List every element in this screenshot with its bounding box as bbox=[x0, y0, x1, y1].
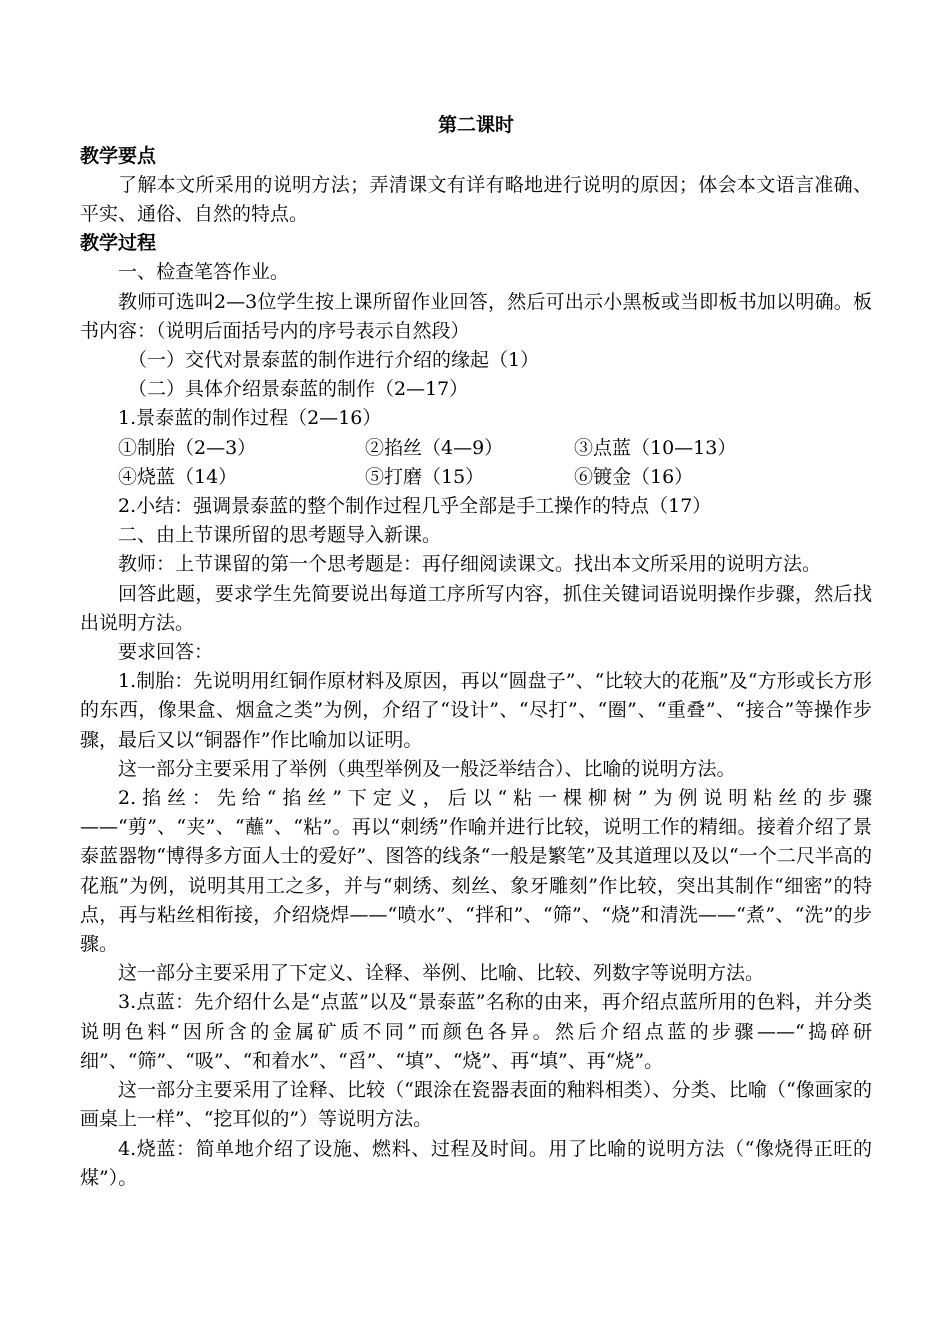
process-step: ②掐丝（4—9） bbox=[365, 436, 504, 459]
answer-4-paragraph: 4.烧蓝：简单地介绍了设施、燃料、过程及时间。用了比喻的说明方法（“像烧得正旺的煤”）。 bbox=[80, 1137, 872, 1189]
section-heading-points: 教学要点 bbox=[80, 145, 157, 167]
outline-sub2: 2.小结：强调景泰蓝的整个制作过程几乎全部是手工操作的特点（17） bbox=[118, 495, 712, 518]
outline-part2: （二）具体介绍景泰蓝的制作（2—17） bbox=[128, 378, 469, 401]
section-heading-process: 教学过程 bbox=[80, 232, 157, 255]
page-title: 第二课时 bbox=[437, 114, 514, 136]
answer-3-paragraph: 3.点蓝：先介绍什么是“点蓝”以及“景泰蓝”名称的由来，再介绍点蓝所用的色料，并分类说明色料“因所含的金属矿质不同”而颜色各异。然后介绍点蓝的步骤——“捣碎研细”、“筛”、“吸”、“和着水”、“舀”、“填”、“烧”、再“填”、再“烧”。 bbox=[80, 991, 872, 1072]
process-step: ①制胎（2—3） bbox=[118, 436, 257, 459]
process-steps-grid bbox=[80, 434, 872, 492]
step1-desc-paragraph: 教师可选叫2—3位学生按上课所留作业回答，然后可出示小黑板或当即板书加以明确。板书内容：（说明后面括号内的序号表示自然段） bbox=[80, 290, 872, 342]
process-step: ③点蓝（10—13） bbox=[574, 436, 737, 459]
teacher-paragraph: 教师：上节课留的第一个思考题是：再仔细阅读课文。找出本文所采用的说明方法。 bbox=[118, 553, 822, 576]
answer-requirement-paragraph: 回答此题，要求学生先简要说出每道工序所写内容，抓住关键词语说明操作步骤，然后找出说明方法。 bbox=[80, 582, 872, 634]
answer-2-paragraph: 2.掐丝：先给“掐丝”下定义，后以“粘一棵柳树”为例说明粘丝的步骤——“剪”、“夹”、“蘸”、“粘”。再以“刺绣”作喻并进行比较，说明工作的精细。接着介绍了景泰蓝器物“博得多方面人士的爱好”、图答的线条“一般是繁笔”及其道理以及以“一个二尺半高的花瓶”为例，说明其用工之多，并与“刺绣、刻丝、象牙雕刻”作比较，突出其制作“细密”的特点，再与粘丝相衔接，介绍烧焊——“喷水”、“拌和”、“筛”、“烧”和清洗——“煮”、“洗”的步骤。 bbox=[80, 787, 872, 956]
answer-1-paragraph: 1.制胎：先说明用红铜作原材料及原因，再以“圆盘子”、“比较大的花瓶”及“方形或长方形的东西，像果盒、烟盒之类”为例，介绍了“设计”、“尽打”、“圈”、“重叠”、“接合”等操作步骤，最后又以“铜器作”作比喻加以证明。 bbox=[80, 670, 872, 751]
step2-paragraph: 二、由上节课所留的思考题导入新课。 bbox=[118, 524, 442, 547]
process-step: ④烧蓝（14） bbox=[118, 465, 238, 488]
points-paragraph: 了解本文所采用的说明方法；弄清课文有详有略地进行说明的原因；体会本文语言准确、平实、通俗、自然的特点。 bbox=[80, 174, 872, 226]
outline-sub1: 1.景泰蓝的制作过程（2—16） bbox=[118, 407, 382, 430]
process-step: ⑥镀金（16） bbox=[574, 465, 694, 488]
process-step: ⑤打磨（15） bbox=[365, 465, 485, 488]
answer-1-summary: 这一部分主要采用了举例（典型举例及一般泛举结合）、比喻的说明方法。 bbox=[118, 757, 736, 780]
step1-paragraph: 一、检查笔答作业。 bbox=[118, 261, 290, 284]
answer-2-summary: 这一部分主要采用了下定义、诠释、举例、比喻、比较、列数字等说明方法。 bbox=[118, 962, 765, 985]
answers-label: 要求回答： bbox=[118, 641, 214, 664]
outline-part1: （一）交代对景泰蓝的制作进行介绍的缘起（1） bbox=[128, 349, 540, 372]
answer-3-summary: 这一部分主要采用了诠释、比较（“跟涂在瓷器表面的釉料相类）、分类、比喻（“像画家的画桌上一样”、“挖耳似的”）等说明方法。 bbox=[80, 1079, 872, 1131]
